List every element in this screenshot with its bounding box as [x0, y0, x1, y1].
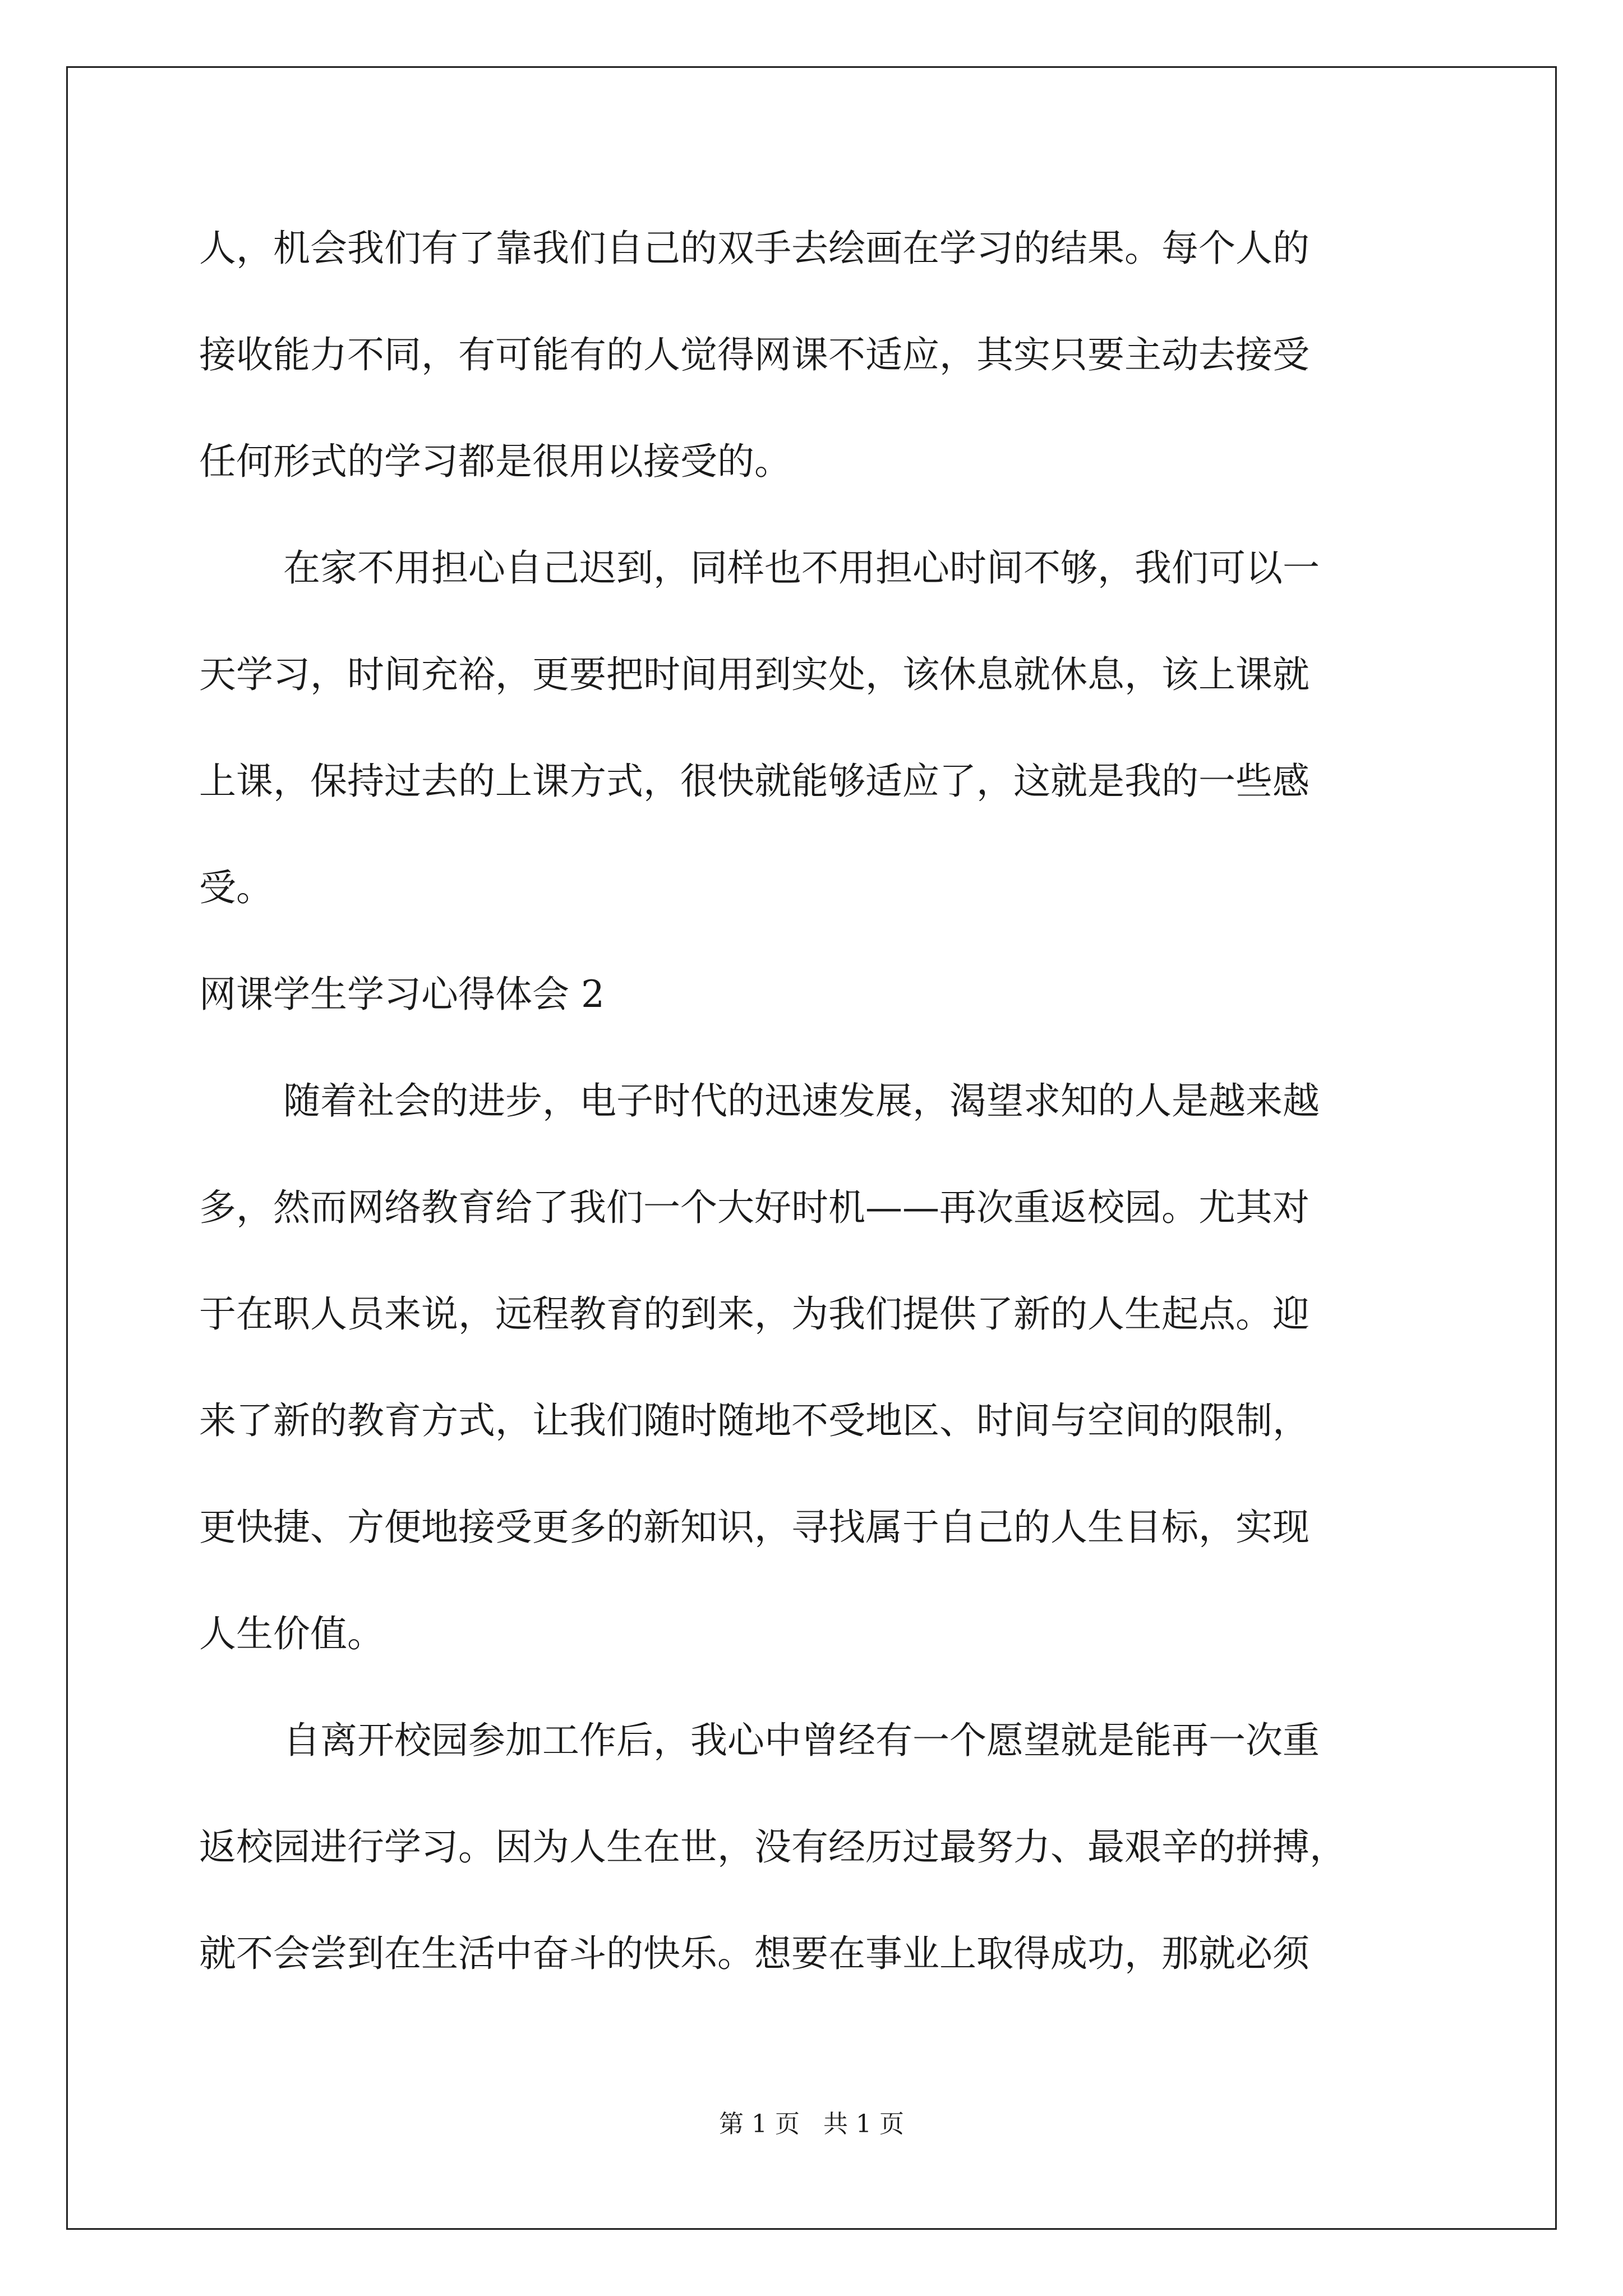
paragraph-line: 任何形式的学习都是很用以接受的。	[199, 440, 791, 483]
paragraph-line: 上课，保持过去的上课方式，很快就能够适应了，这就是我的一些感	[199, 760, 1310, 803]
paragraph-line: 就不会尝到在生活中奋斗的快乐。想要在事业上取得成功，那就必须	[199, 1932, 1310, 1975]
paragraph-line: 来了新的教育方式，让我们随时随地不受地区、时间与空间的限制，	[199, 1399, 1310, 1442]
paragraph-line: 天学习，时间充裕，更要把时间用到实处，该休息就休息，该上课就	[199, 653, 1310, 696]
paragraph-line: 受。	[199, 866, 273, 909]
section-heading: 网课学生学习心得体会 2	[199, 973, 605, 1016]
paragraph-line: 在家不用担心自己迟到，同样也不用担心时间不够，我们可以一	[283, 546, 1320, 590]
paragraph-line: 人生价值。	[199, 1612, 384, 1655]
paragraph-line: 随着社会的进步，电子时代的迅速发展，渴望求知的人是越来越	[283, 1079, 1320, 1122]
paragraph-line: 多，然而网络教育给了我们一个大好时机——再次重返校园。尤其对	[199, 1186, 1310, 1229]
page-border	[66, 66, 1557, 2230]
paragraph-line: 自离开校园参加工作后，我心中曾经有一个愿望就是能再一次重	[283, 1719, 1320, 1762]
paragraph-line: 返校园进行学习。因为人生在世，没有经历过最努力、最艰辛的拼搏，	[199, 1825, 1347, 1869]
paragraph-line: 更快捷、方便地接受更多的新知识，寻找属于自己的人生目标，实现	[199, 1506, 1310, 1549]
paragraph-line: 于在职人员来说，远程教育的到来，为我们提供了新的人生起点。迎	[199, 1292, 1310, 1336]
paragraph-line: 人，机会我们有了靠我们自己的双手去绘画在学习的结果。每个人的	[199, 227, 1310, 270]
paragraph-line: 接收能力不同，有可能有的人觉得网课不适应，其实只要主动去接受	[199, 333, 1310, 376]
page-footer: 第 1 页 共 1 页	[719, 2110, 904, 2138]
